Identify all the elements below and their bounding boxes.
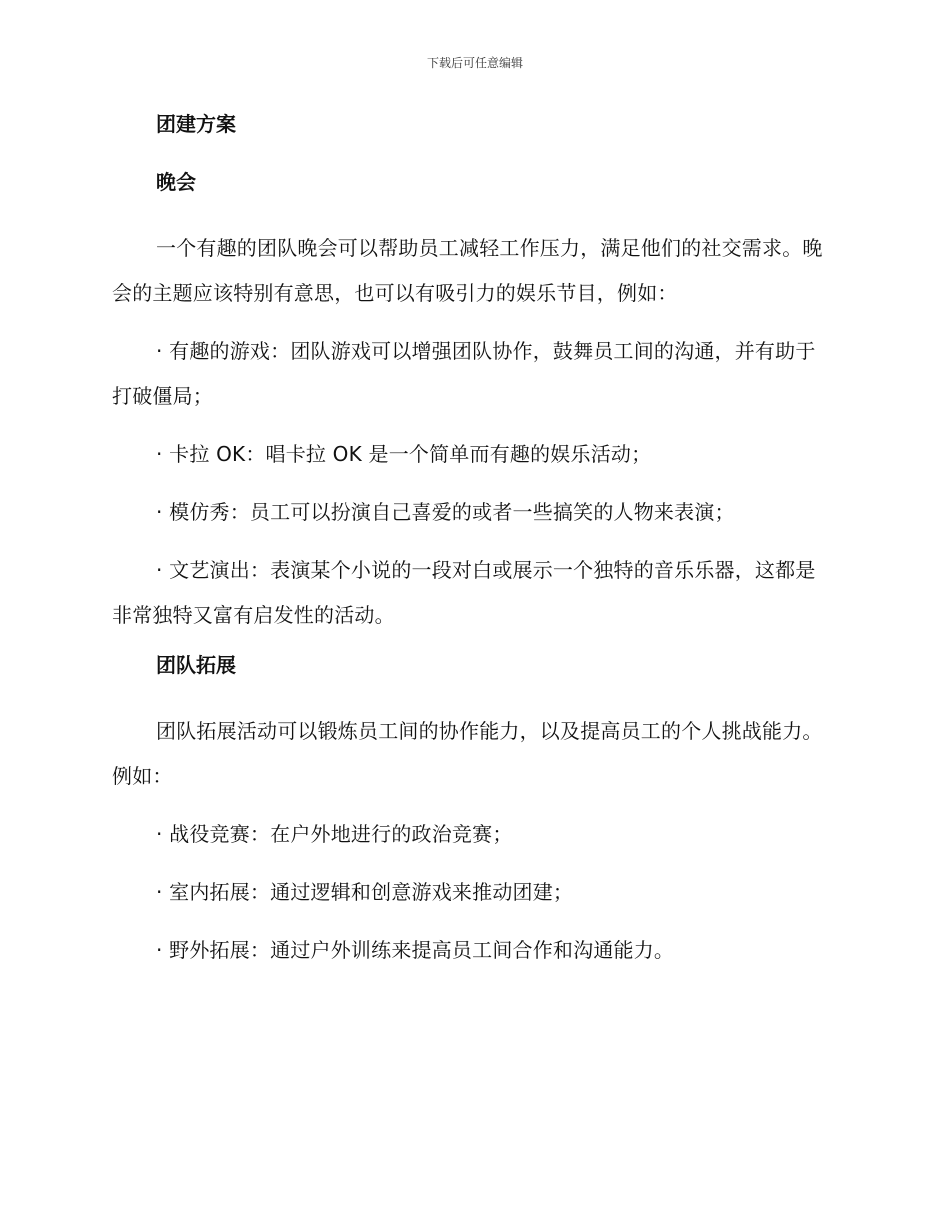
document-title: 团建方案 bbox=[156, 112, 236, 136]
party-item-games: · 有趣的游戏：团队游戏可以增强团队协作，鼓舞员工间的沟通，并有助于打破僵局； bbox=[112, 339, 816, 408]
document-body bbox=[112, 110, 830, 986]
expansion-item-competition: · 战役竞赛：在户外地进行的政治竞赛； bbox=[156, 822, 513, 846]
party-item-imitation-show: · 模仿秀：员工可以扮演自己喜爱的或者一些搞笑的人物来表演； bbox=[156, 500, 735, 524]
expansion-intro-paragraph: 团队拓展活动可以锻炼员工间的协作能力，以及提高员工的个人挑战能力。例如： bbox=[112, 719, 823, 788]
party-intro-paragraph: 一个有趣的团队晚会可以帮助员工减轻工作压力，满足他们的社交需求。晚会的主题应该特别有意思，也可以有吸引力的娱乐节目，例如： bbox=[112, 236, 823, 305]
party-item-performance: · 文艺演出：表演某个小说的一段对白或展示一个独特的音乐乐器，这都是非常独特又富有启发性的活动。 bbox=[112, 558, 816, 627]
section-heading-party: 晚会 bbox=[156, 170, 196, 194]
expansion-item-outdoor: · 野外拓展：通过户外训练来提高员工间合作和沟通能力。 bbox=[156, 938, 675, 962]
section-heading-team-expansion: 团队拓展 bbox=[156, 653, 236, 677]
party-item-karaoke: · 卡拉 OK：唱卡拉 OK 是一个简单而有趣的娱乐活动； bbox=[156, 442, 652, 466]
expansion-item-indoor: · 室内拓展：通过逻辑和创意游戏来推动团建； bbox=[156, 880, 574, 904]
header-note: 下载后可任意编辑 bbox=[426, 56, 523, 70]
